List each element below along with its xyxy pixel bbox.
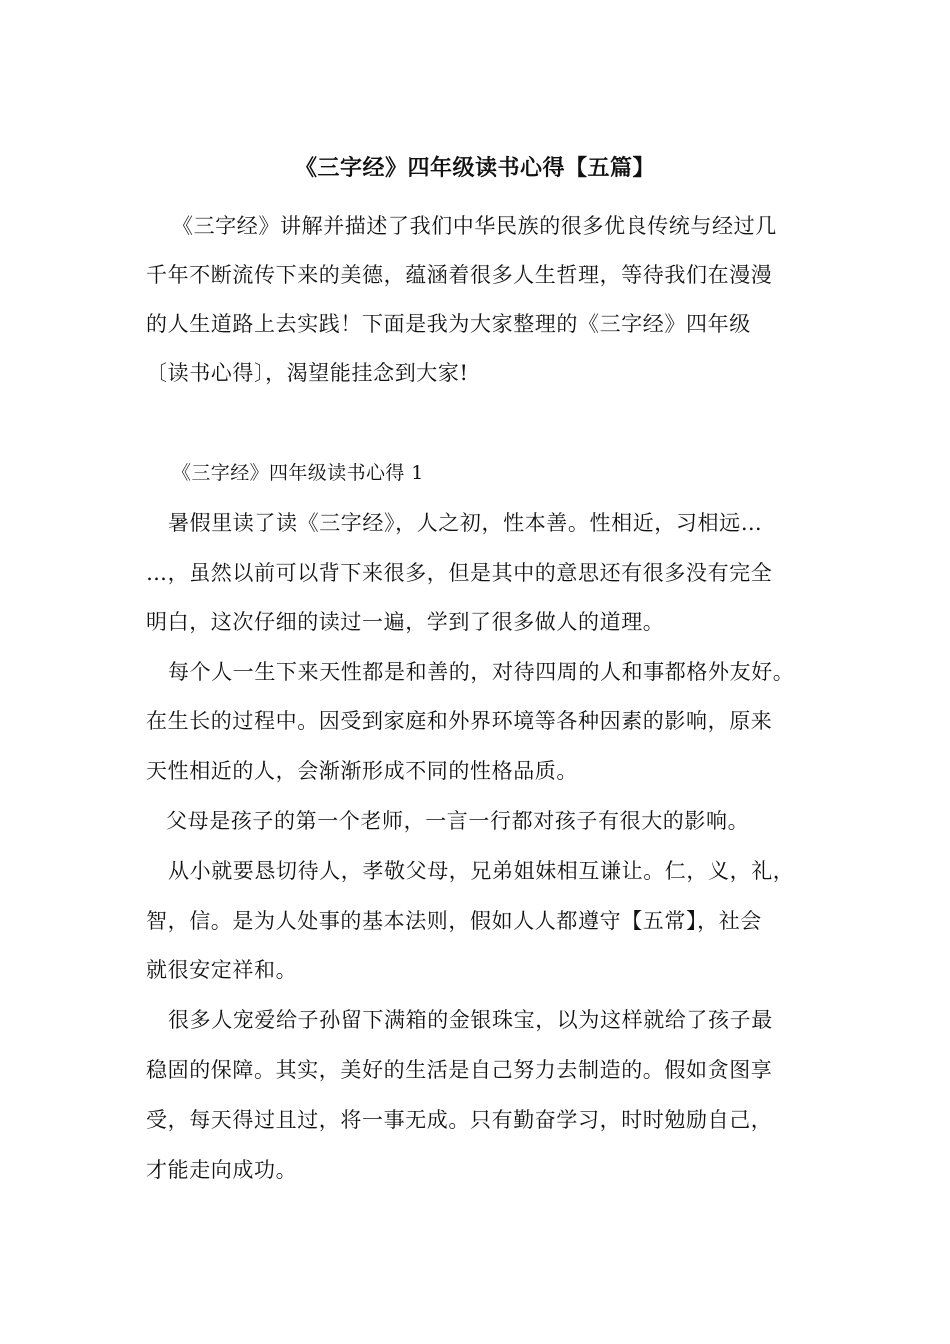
paragraph-line: 在生长的过程中。因受到家庭和外界环境等各种因素的影响，原来 <box>146 709 773 733</box>
paragraph-line: 《三字经》讲解并描述了我们中华民族的很多优良传统与经过几 <box>172 214 777 238</box>
paragraph-line: 就很安定祥和。 <box>146 958 298 982</box>
paragraph-line: 智，信。是为人处事的基本法则，假如人人都遵守【五常】，社会 <box>146 909 762 933</box>
paragraph-line: 〔读书心得〕，渴望能挂念到大家! <box>146 361 469 385</box>
paragraph-line: 才能走向成功。 <box>146 1158 298 1182</box>
document-title: 《三字经》四年级读书心得【五篇】 <box>294 156 655 181</box>
paragraph-line: 天性相近的人，会渐渐形成不同的性格品质。 <box>146 759 578 783</box>
paragraph-line: 稳固的保障。其实，美好的生活是自己努力去制造的。假如贪图享 <box>146 1058 773 1082</box>
paragraph-line: 暑假里读了读《三字经》，人之初，性本善。性相近，习相远… <box>168 511 763 535</box>
paragraph-line: 的人生道路上去实践！下面是我为大家整理的《三字经》四年级 <box>146 312 751 336</box>
paragraph-line: 从小就要恳切待人，孝敬父母，兄弟姐妹相互谦让。仁，义，礼， <box>168 859 795 883</box>
section-heading: 《三字经》四年级读书心得 1 <box>172 462 424 484</box>
paragraph-line: 千年不断流传下来的美德，蕴涵着很多人生哲理，等待我们在漫漫 <box>146 263 773 287</box>
paragraph-line: …，虽然以前可以背下来很多，但是其中的意思还有很多没有完全 <box>146 561 773 585</box>
paragraph-line: 父母是孩子的第一个老师，一言一行都对孩子有很大的影响。 <box>166 809 750 833</box>
paragraph-line: 很多人宠爱给子孙留下满箱的金银珠宝，以为这样就给了孩子最 <box>168 1008 773 1032</box>
paragraph-line: 受，每天得过且过，将一事无成。只有勤奋学习，时时勉励自己， <box>146 1108 773 1132</box>
paragraph-line: 明白，这次仔细的读过一遍，学到了很多做人的道理。 <box>146 610 665 634</box>
paragraph-line: 每个人一生下来天性都是和善的，对待四周的人和事都格外友好。 <box>168 660 795 684</box>
